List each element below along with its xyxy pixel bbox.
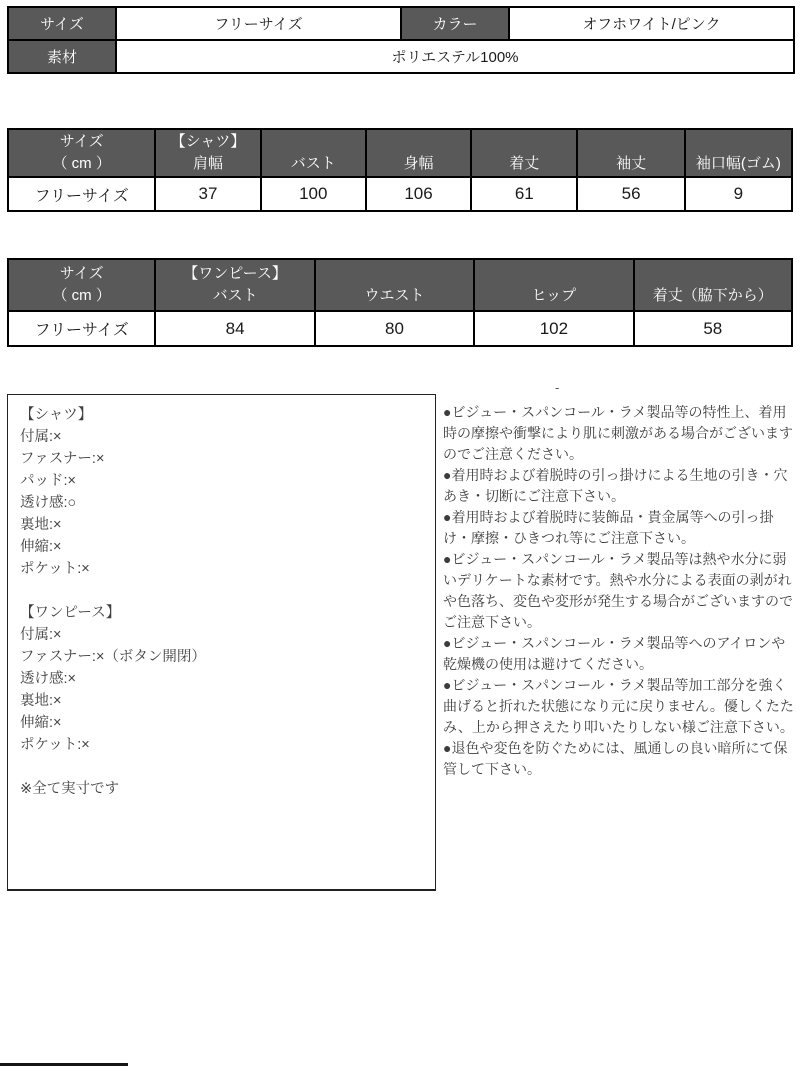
sleeve-length-label: 袖丈 xyxy=(616,155,647,172)
corner-size-label: サイズ xyxy=(59,133,104,150)
onepiece-length-header-cell xyxy=(634,259,792,311)
group-gap xyxy=(20,580,423,602)
care-note: ●ビジュー・スパンコール・ラメ製品等は熱や水分に弱いデリケートな素材です。熱や水分による表面の剥がれや色落ち、変色や変形が発生する場合がございますのでご注意下さい。 xyxy=(443,551,793,630)
shirt-bodywidth-header-cell xyxy=(366,129,471,177)
bust-label: バスト xyxy=(212,287,258,304)
color-value-cell: オフホワイト/ピンク xyxy=(509,7,794,40)
corner-unit-label: （ cm ） xyxy=(52,155,111,172)
onepiece-length-value: 58 xyxy=(634,311,792,346)
detail-item: ポケット:× xyxy=(20,737,90,753)
size-color-material-table xyxy=(7,6,795,74)
onepiece-header-row xyxy=(8,259,792,311)
length-label: 着丈 xyxy=(509,155,540,172)
details-box xyxy=(7,394,436,891)
detail-item: 透け感:○ xyxy=(20,495,77,511)
detail-item: 付属:× xyxy=(20,429,62,445)
shirt-length-header-cell xyxy=(471,129,577,177)
corner-unit-label: （ cm ） xyxy=(52,287,111,304)
shirt-length-value: 61 xyxy=(471,177,577,211)
care-note: ●退色や変色を防ぐためには、風通しの良い暗所にて保管して下さい。 xyxy=(443,740,788,777)
onepiece-size-row-label: フリーサイズ xyxy=(8,311,155,346)
spacer-line xyxy=(475,263,632,285)
detail-item: パッド:× xyxy=(20,473,76,489)
shirt-shoulder-header-cell xyxy=(155,129,260,177)
onepiece-size-table xyxy=(7,258,793,347)
shirt-cuff-value: 9 xyxy=(685,177,792,211)
shirt-size-row-label: フリーサイズ xyxy=(8,177,155,211)
care-note: ●ビジュー・スパンコール・ラメ製品等加工部分を強く曲げると折れた状態になり元に戻りません。優しくたたみ、上から押さえたり叩いたりしない様ご注意下さい。 xyxy=(443,677,794,735)
detail-item: ポケット:× xyxy=(20,561,90,577)
cuff-width-label: 袖口幅(ゴム) xyxy=(695,155,781,172)
cropped-border-stub xyxy=(0,1063,128,1066)
onepiece-waist-value: 80 xyxy=(315,311,474,346)
spacer-line xyxy=(472,131,576,153)
color-label-cell: カラー xyxy=(401,7,509,40)
shirt-header-row xyxy=(8,129,792,177)
shirt-details-title: 【シャツ】 xyxy=(20,407,93,423)
shirt-sleeve-value: 56 xyxy=(577,177,684,211)
waist-label: ウエスト xyxy=(364,287,425,304)
onepiece-corner-header-cell xyxy=(8,259,155,311)
spacer-line xyxy=(262,131,365,153)
care-note: ●ビジュー・スパンコール・ラメ製品等の特性上、着用時の摩擦や衝撃により肌に刺激がある場合がございますのでご注意ください。 xyxy=(443,404,793,462)
spacer-line xyxy=(578,131,683,153)
care-note: ●ビジュー・スパンコール・ラメ製品等へのアイロンや乾燥機の使用は避けてください。 xyxy=(443,635,786,672)
actual-measurement-footnote: ※全て実寸です xyxy=(20,781,120,797)
onepiece-hip-value: 102 xyxy=(474,311,633,346)
bust-label: バスト xyxy=(290,155,336,172)
care-note: ●着用時および着脱時に装飾品・貴金属等への引っ掛け・摩擦・ひきつれ等にご注意下さい。 xyxy=(443,509,774,546)
spacer-line xyxy=(316,263,473,285)
group-gap xyxy=(20,756,423,778)
shirt-cuff-header-cell xyxy=(685,129,792,177)
care-note: ●着用時および着脱時の引っ掛けによる生地の引き・穴あき・切断にご注意下さい。 xyxy=(443,467,788,504)
material-label-cell: 素材 xyxy=(8,40,116,73)
care-notes xyxy=(443,380,796,780)
size-label-cell: サイズ xyxy=(8,7,116,40)
shirt-data-row xyxy=(8,177,792,211)
detail-item: ファスナー:×（ボタン開閉） xyxy=(20,649,206,665)
spec-row-size-color xyxy=(8,7,794,40)
corner-size-label: サイズ xyxy=(59,265,104,282)
shirt-size-table xyxy=(7,128,793,212)
shirt-bust-value: 100 xyxy=(261,177,366,211)
onepiece-waist-header-cell xyxy=(315,259,474,311)
shirt-corner-header-cell xyxy=(8,129,155,177)
spacer-line xyxy=(635,263,791,285)
detail-item: ファスナー:× xyxy=(20,451,105,467)
spec-row-material xyxy=(8,40,794,73)
detail-item: 伸縮:× xyxy=(20,539,62,555)
onepiece-details-title: 【ワンピース】 xyxy=(20,605,121,621)
stray-crop-mark: - xyxy=(555,380,560,395)
detail-item: 伸縮:× xyxy=(20,715,62,731)
shirt-group-label: 【シャツ】 xyxy=(170,133,246,150)
onepiece-bust-value: 84 xyxy=(155,311,314,346)
onepiece-data-row xyxy=(8,311,792,346)
detail-item: 透け感:× xyxy=(20,671,76,687)
onepiece-bust-header-cell xyxy=(155,259,314,311)
onepiece-group-label: 【ワンピース】 xyxy=(183,265,287,282)
shirt-shoulder-value: 37 xyxy=(155,177,260,211)
length-underarm-label: 着丈（脇下から） xyxy=(652,287,773,304)
detail-item: 裏地:× xyxy=(20,517,62,533)
spacer-line xyxy=(686,131,791,153)
size-value-cell: フリーサイズ xyxy=(116,7,401,40)
spacer-line xyxy=(367,131,470,153)
shirt-sleeve-header-cell xyxy=(577,129,684,177)
material-value-cell: ポリエステル100% xyxy=(116,40,794,73)
hip-label: ヒップ xyxy=(531,287,577,304)
onepiece-hip-header-cell xyxy=(474,259,633,311)
body-width-label: 身幅 xyxy=(403,155,434,172)
detail-item: 付属:× xyxy=(20,627,62,643)
shoulder-width-label: 肩幅 xyxy=(193,155,224,172)
shirt-bodywidth-value: 106 xyxy=(366,177,471,211)
shirt-bust-header-cell xyxy=(261,129,366,177)
detail-item: 裏地:× xyxy=(20,693,62,709)
